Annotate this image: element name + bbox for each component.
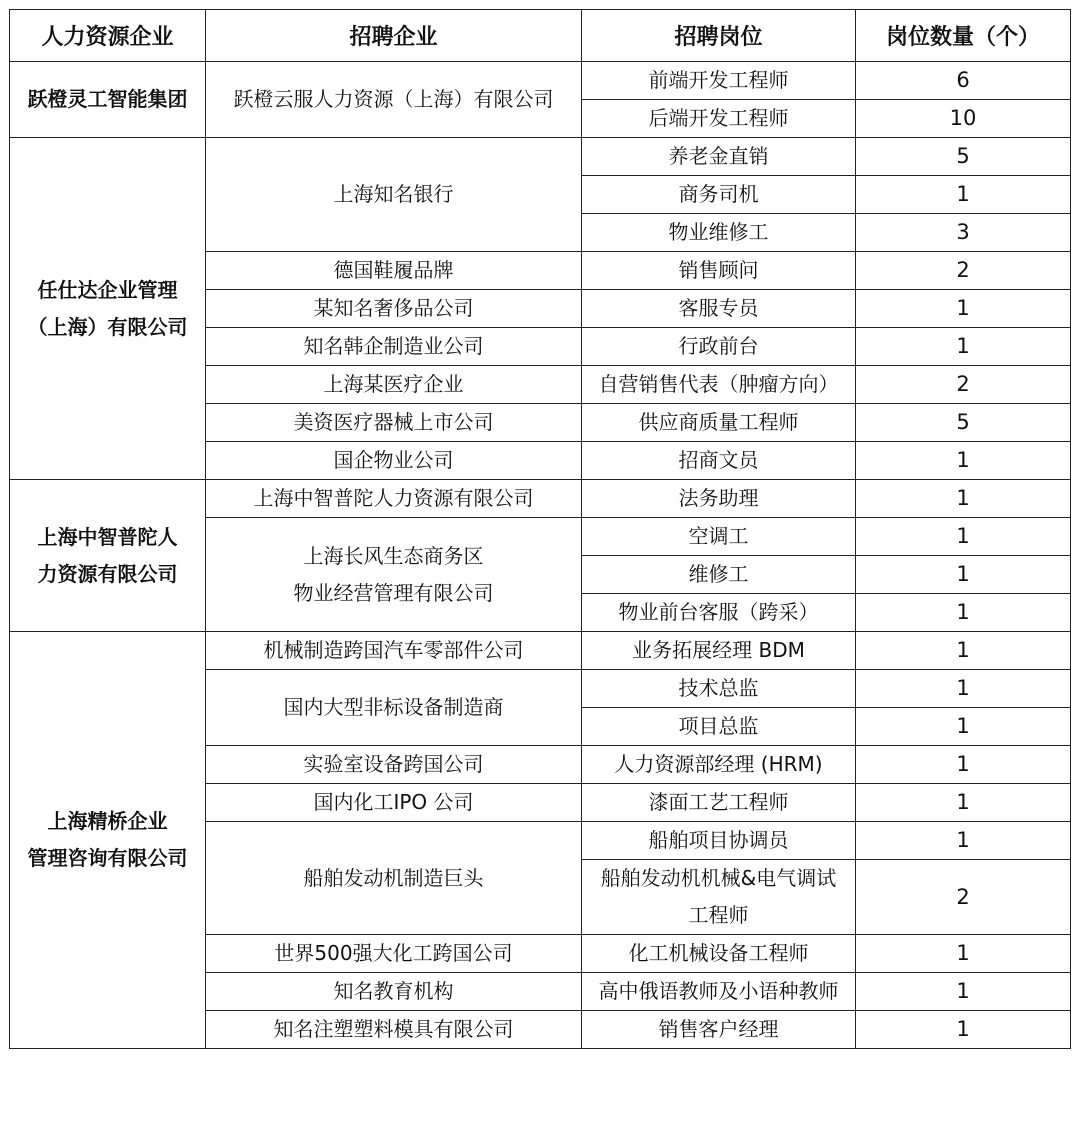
hiring-company-cell: 上海长风生态商务区 物业经营管理有限公司 [206,518,582,632]
hr-company-cell: 上海中智普陀人 力资源有限公司 [10,480,206,632]
position-cell: 化工机械设备工程师 [582,935,856,973]
header-hr-company: 人力资源企业 [10,10,206,62]
hr-company-cell: 跃橙灵工智能集团 [10,62,206,138]
position-count-cell: 1 [856,670,1071,708]
position-cell: 商务司机 [582,176,856,214]
hiring-company-cell: 跃橙云服人力资源（上海）有限公司 [206,62,582,138]
position-count-cell: 1 [856,935,1071,973]
header-position: 招聘岗位 [582,10,856,62]
hiring-company-cell: 知名韩企制造业公司 [206,328,582,366]
hiring-company-cell: 德国鞋履品牌 [206,252,582,290]
position-count-cell: 1 [856,594,1071,632]
position-count-cell: 1 [856,480,1071,518]
position-count-cell: 2 [856,252,1071,290]
hiring-company-cell: 实验室设备跨国公司 [206,746,582,784]
position-count-cell: 1 [856,632,1071,670]
table-row [10,62,1071,100]
header-row [10,10,1071,62]
position-cell: 前端开发工程师 [582,62,856,100]
position-cell: 物业前台客服（跨采） [582,594,856,632]
hiring-company-cell: 知名教育机构 [206,973,582,1011]
position-cell: 行政前台 [582,328,856,366]
hiring-company-cell: 知名注塑塑料模具有限公司 [206,1011,582,1049]
position-count-cell: 2 [856,366,1071,404]
header-count: 岗位数量（个） [856,10,1071,62]
position-count-cell: 1 [856,176,1071,214]
position-count-cell: 10 [856,100,1071,138]
hiring-company-cell: 国内大型非标设备制造商 [206,670,582,746]
position-count-cell: 3 [856,214,1071,252]
table-header [10,10,1071,62]
position-cell: 客服专员 [582,290,856,328]
position-count-cell: 5 [856,138,1071,176]
position-cell: 自营销售代表（肿瘤方向） [582,366,856,404]
hiring-company-cell: 某知名奢侈品公司 [206,290,582,328]
position-cell: 项目总监 [582,708,856,746]
table-row [10,632,1071,670]
position-cell: 高中俄语教师及小语种教师 [582,973,856,1011]
hiring-company-cell: 上海某医疗企业 [206,366,582,404]
table-row [10,480,1071,518]
position-cell: 养老金直销 [582,138,856,176]
hiring-company-cell: 美资医疗器械上市公司 [206,404,582,442]
position-count-cell: 1 [856,556,1071,594]
position-count-cell: 1 [856,708,1071,746]
position-count-cell: 1 [856,518,1071,556]
hiring-company-cell: 上海知名银行 [206,138,582,252]
position-count-cell: 5 [856,404,1071,442]
position-count-cell: 1 [856,1011,1071,1049]
position-cell: 业务拓展经理 BDM [582,632,856,670]
position-count-cell: 1 [856,746,1071,784]
hiring-company-cell: 船舶发动机制造巨头 [206,822,582,935]
hiring-company-cell: 国内化工IPO 公司 [206,784,582,822]
position-count-cell: 1 [856,973,1071,1011]
position-cell: 销售顾问 [582,252,856,290]
recruitment-table [9,9,1071,1049]
position-cell: 空调工 [582,518,856,556]
position-cell: 法务助理 [582,480,856,518]
position-cell: 船舶发动机机械&电气调试 工程师 [582,860,856,935]
header-hiring-company: 招聘企业 [206,10,582,62]
position-count-cell: 1 [856,290,1071,328]
hr-company-cell: 上海精桥企业 管理咨询有限公司 [10,632,206,1049]
position-cell: 漆面工艺工程师 [582,784,856,822]
position-cell: 技术总监 [582,670,856,708]
position-cell: 维修工 [582,556,856,594]
hiring-company-cell: 国企物业公司 [206,442,582,480]
position-count-cell: 1 [856,784,1071,822]
table-row [10,138,1071,176]
position-cell: 供应商质量工程师 [582,404,856,442]
position-count-cell: 1 [856,442,1071,480]
hr-company-cell: 任仕达企业管理 （上海）有限公司 [10,138,206,480]
position-cell: 船舶项目协调员 [582,822,856,860]
hiring-company-cell: 机械制造跨国汽车零部件公司 [206,632,582,670]
position-count-cell: 2 [856,860,1071,935]
position-cell: 人力资源部经理 (HRM) [582,746,856,784]
hiring-company-cell: 世界500强大化工跨国公司 [206,935,582,973]
position-cell: 物业维修工 [582,214,856,252]
hiring-company-cell: 上海中智普陀人力资源有限公司 [206,480,582,518]
position-cell: 招商文员 [582,442,856,480]
position-count-cell: 1 [856,822,1071,860]
table-body [10,62,1071,1049]
position-count-cell: 1 [856,328,1071,366]
position-cell: 后端开发工程师 [582,100,856,138]
position-cell: 销售客户经理 [582,1011,856,1049]
position-count-cell: 6 [856,62,1071,100]
